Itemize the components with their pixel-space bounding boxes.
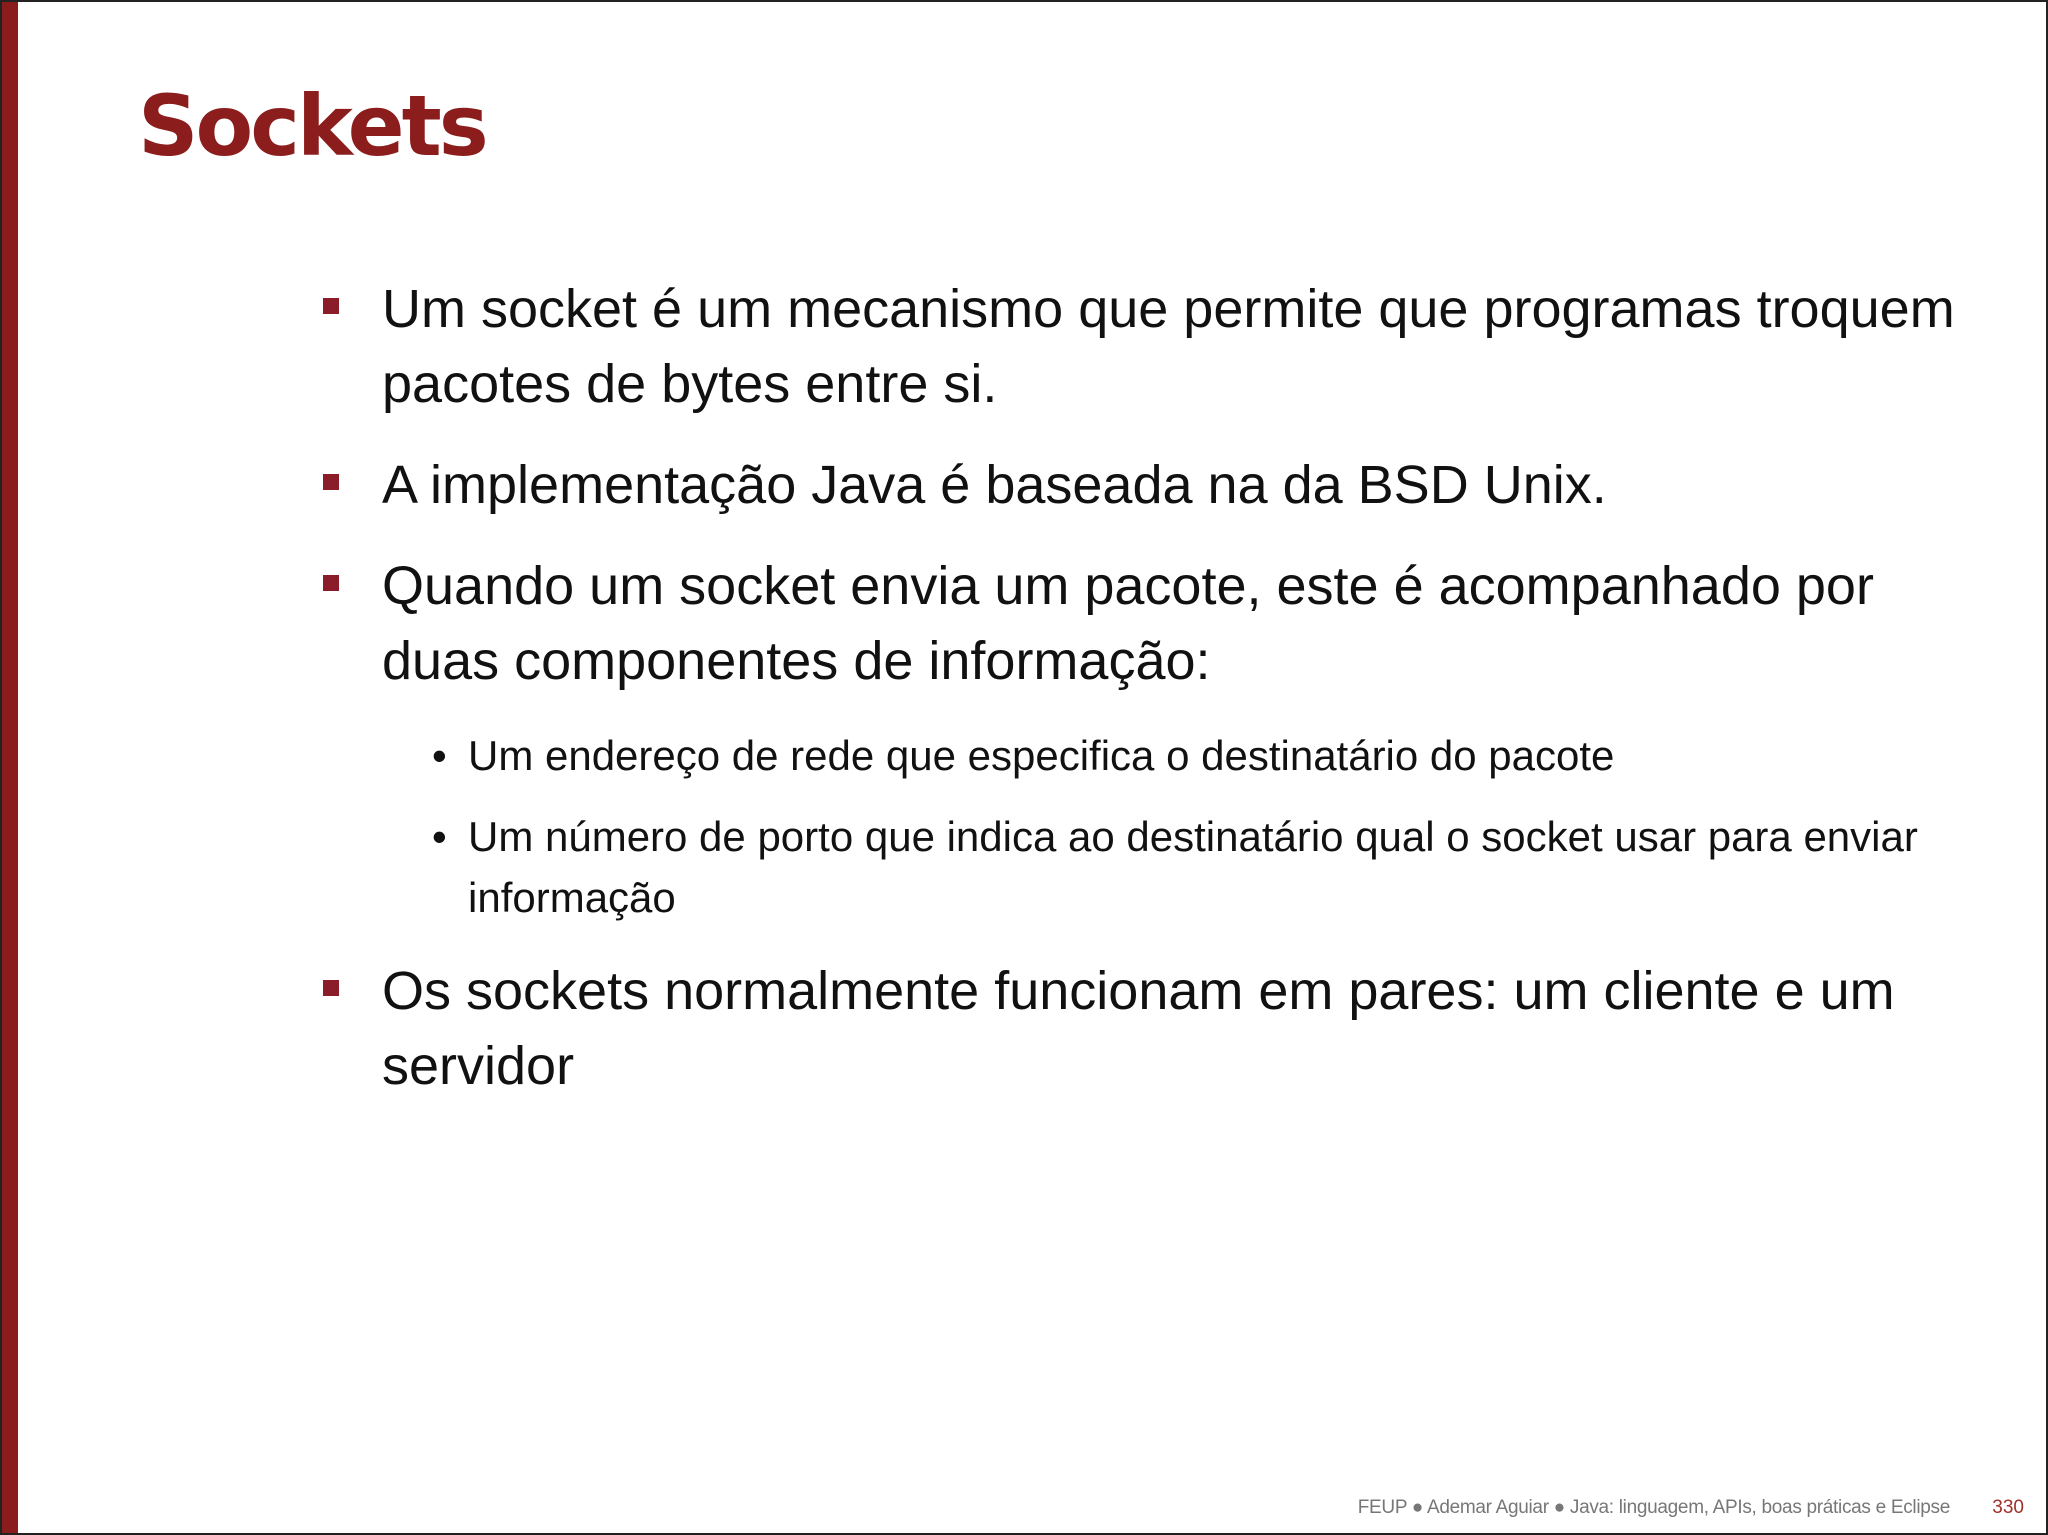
bullet-text: Um socket é um mecanismo que permite que programas troquem pacotes de bytes entre si.	[382, 279, 1955, 414]
bullet-item	[320, 954, 1980, 1104]
bullet-item	[320, 549, 1980, 699]
bullet-text: A implementação Java é baseada na da BSD Unix.	[382, 455, 1607, 515]
sub-bullet-list	[320, 725, 1980, 928]
sub-bullet-item	[432, 806, 1980, 928]
slide-footer: FEUP ● Ademar Aguiar ● Java: linguagem, APIs, boas práticas e Eclipse	[1357, 1497, 1950, 1518]
square-bullet-icon	[323, 980, 339, 996]
sub-bullet-item	[432, 725, 1980, 786]
square-bullet-icon	[323, 575, 339, 591]
bullet-item	[320, 448, 1980, 523]
slide-content	[320, 272, 1980, 1130]
left-accent-bar	[2, 2, 18, 1533]
round-bullet-icon: •	[432, 732, 447, 779]
slide-title: Sockets	[138, 77, 486, 175]
round-bullet-icon: •	[432, 813, 447, 860]
square-bullet-icon	[323, 474, 339, 490]
page-number: 330	[1992, 1497, 2024, 1518]
sub-bullet-text: Um número de porto que indica ao destinatário qual o socket usar para enviar informação	[468, 813, 1918, 921]
sub-bullet-text: Um endereço de rede que especifica o destinatário do pacote	[468, 732, 1615, 779]
bullet-item	[320, 272, 1980, 422]
bullet-text: Os sockets normalmente funcionam em pares: um cliente e um servidor	[382, 961, 1895, 1096]
bullet-text: Quando um socket envia um pacote, este é acompanhado por duas componentes de informação:	[382, 556, 1874, 691]
square-bullet-icon	[323, 298, 339, 314]
